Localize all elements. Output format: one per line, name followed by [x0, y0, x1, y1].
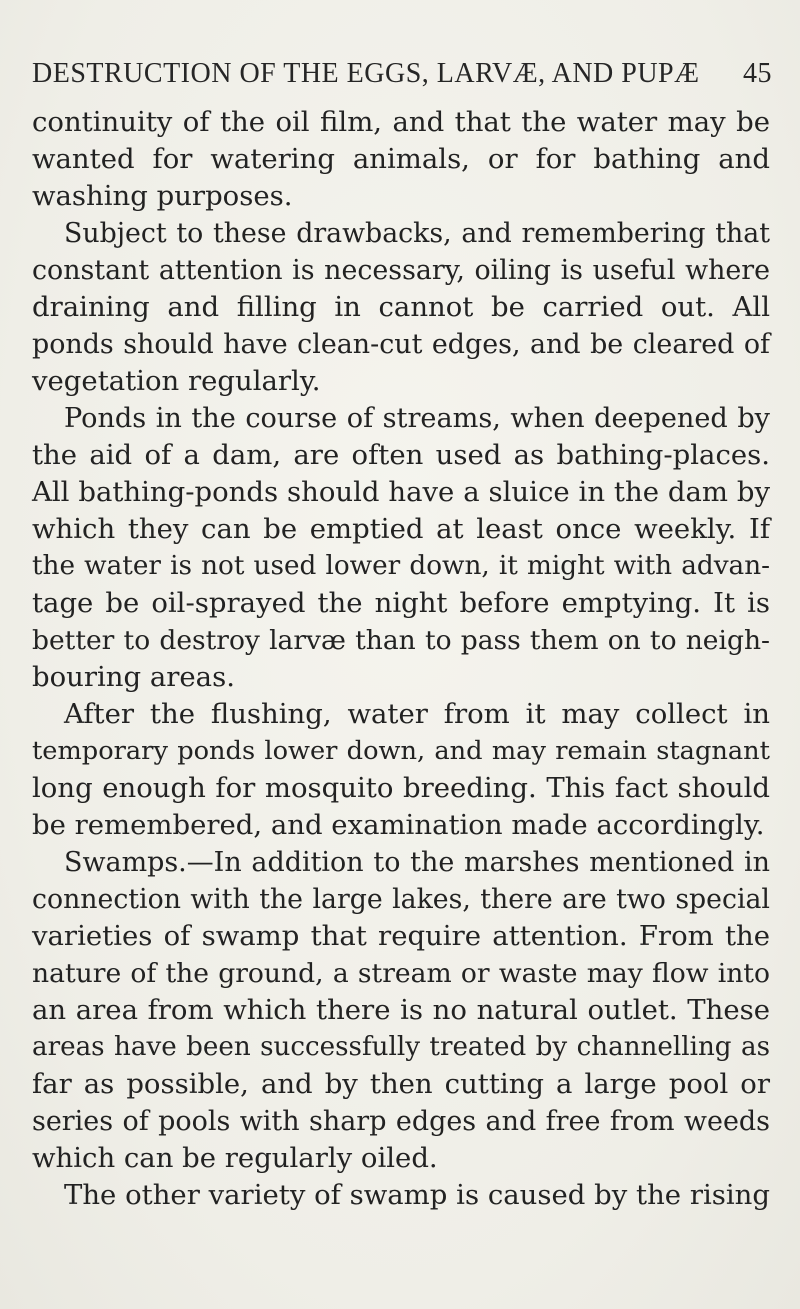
text-line: better to destroy larvæ than to pass them on to neigh-: [32, 625, 770, 656]
text-line: connection with the large lakes, there are two special: [32, 884, 770, 915]
text-line: continuity of the oil film, and that the water may be: [32, 106, 770, 138]
text-line: an area from which there is no natural outlet. These: [32, 994, 770, 1026]
text-line: series of pools with sharp edges and free from weeds: [32, 1106, 770, 1137]
text-line: vegetation regularly.: [32, 365, 321, 397]
text-line: the water is not used lower down, it might with advan-: [32, 551, 770, 581]
running-title: DESTRUCTION OF THE EGGS, LARVÆ, AND PUPÆ: [32, 58, 700, 89]
text-line: temporary ponds lower down, and may remain stagnant: [32, 736, 770, 766]
text-line: which they can be emptied at least once weekly. If: [32, 513, 770, 545]
section-heading-swamps: Swamps.—In addition to the marshes mentioned in: [64, 847, 770, 878]
text-line: far as possible, and by then cutting a large pool or: [32, 1068, 770, 1100]
text-line: After the flushing, water from it may collect in: [64, 698, 770, 730]
text-line: washing purposes.: [32, 180, 293, 212]
page-number: 45: [743, 58, 772, 89]
text-line: All bathing-ponds should have a sluice in the dam by: [32, 476, 770, 508]
text-line: be remembered, and examination made accordingly.: [32, 809, 765, 841]
body-text: [32, 104, 770, 1214]
text-line: Ponds in the course of streams, when deepened by: [64, 403, 770, 434]
text-line: long enough for mosquito breeding. This fact should: [32, 772, 770, 804]
text-line: draining and filling in cannot be carried out. All: [32, 291, 770, 323]
text-line: constant attention is necessary, oiling is useful where: [32, 255, 770, 286]
text-line: varieties of swamp that require attention. From the: [32, 920, 770, 952]
text-line: wanted for watering animals, or for bathing and: [32, 143, 770, 175]
text-line: Subject to these drawbacks, and remembering that: [64, 218, 770, 249]
text-line: tage be oil-sprayed the night before emptying. It is: [32, 587, 770, 619]
text-line: areas have been successfully treated by channelling as: [32, 1032, 770, 1062]
text-line: which can be regularly oiled.: [32, 1142, 438, 1174]
text-line: the aid of a dam, are often used as bathing-places.: [32, 439, 770, 471]
text-line: ponds should have clean-cut edges, and be cleared of: [32, 329, 770, 360]
text-line: bouring areas.: [32, 661, 235, 693]
text-line: nature of the ground, a stream or waste may flow into: [32, 958, 770, 989]
text-line: The other variety of swamp is caused by the rising: [64, 1179, 770, 1211]
running-header: [32, 58, 772, 94]
